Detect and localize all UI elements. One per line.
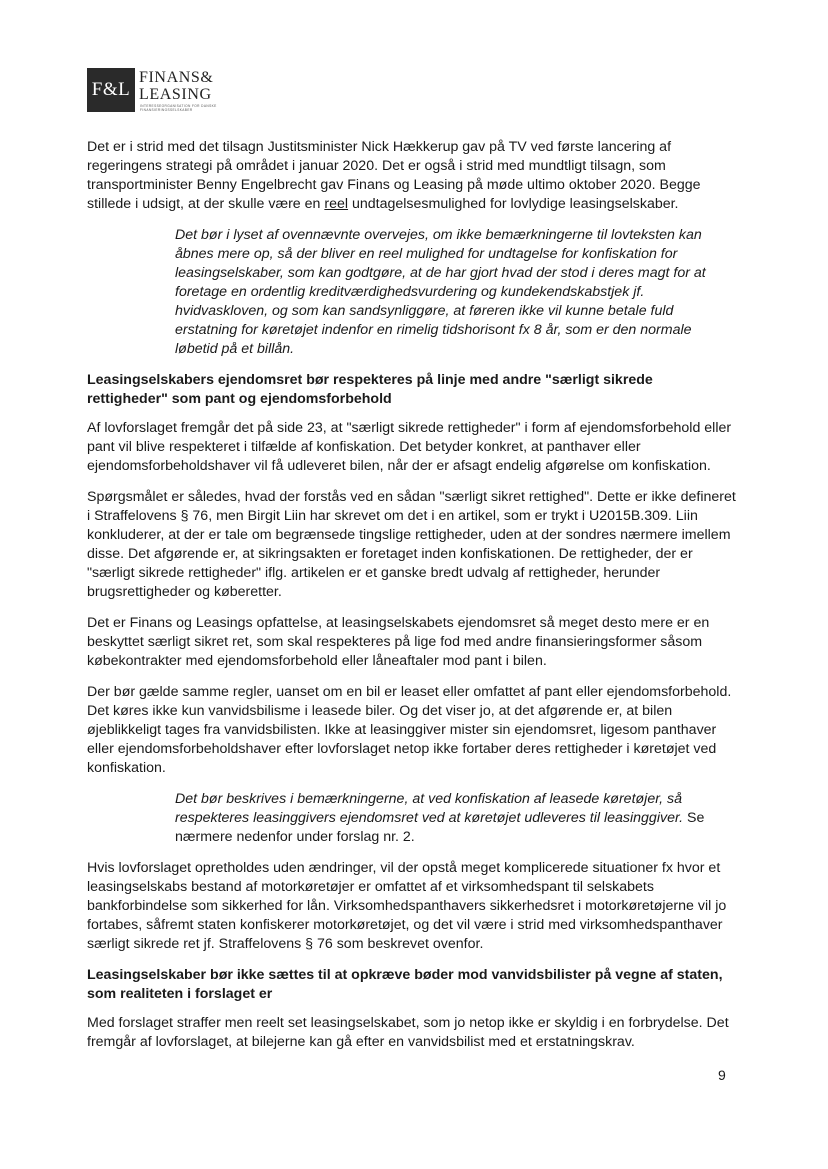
recommendation-quote-1 (175, 226, 737, 359)
logo-wordmark (139, 69, 213, 103)
section-heading-1: Leasingselskabers ejendomsret bør respekteres på linje med andre "særligt sikrede rettigheder" som pant og ejendomsforbehold (87, 372, 653, 407)
paragraph-1-text-a: Det er i strid med det tilsagn Justitsminister Nick Hækkerup gav på TV ved første lancering af regeringens strategi på området i januar 2020. Det er også i strid med mundtligt tilsagn, som transportminister Benny Engelbrecht gav Finans og Leasing på møde ultimo oktober 2020. Begge stillede i udsigt, at der skulle være en (87, 139, 701, 212)
paragraph-1-underlined-word: reel (324, 196, 349, 212)
logo-mark: F&L (87, 68, 135, 112)
paragraph-4: Det er Finans og Leasings opfattelse, at leasingselskabets ejendomsret så meget desto mere er en beskyttet særligt sikret ret, som skal respekteres på lige fod med andre finansieringsformer såsom købekontrakter med ejendomsforbehold eller låneaftaler mod pant i bilen. (87, 615, 710, 669)
quote-1-text: Det bør i lyset af ovennævnte overvejes, om ikke bemærkningerne til lovteksten kan åbnes mere op, så der bliver en reel mulighed for undtagelse for konfiskation for leasingselskaber, som kan godtgøre, at de har gjort hvad der stod i deres magt for at foretage en ordentlig kreditværdighedsvurdering og kundekendskabstjek jf. hvidvaskloven, og som kan sandsynliggøre, at føreren ikke vil kunne betale fuld erstatning for køretøjet indenfor en rimelig tidshorisont fx 8 år, som er den normale løbetid på et billån. (175, 227, 706, 357)
recommendation-quote-2 (175, 790, 737, 847)
section-heading-2: Leasingselskaber bør ikke sættes til at opkræve bøder mod vanvidsbilister på vegne af staten, som realiteten i forslaget er (87, 967, 723, 1002)
logo-line-2: LEASING (139, 86, 212, 103)
paragraph-7: Med forslaget straffer men reelt set leasingselskabet, som jo netop ikke er skyldig i en forbrydelse. Det fremgår af lovforslaget, at bilejerne kan gå efter en vanvidsbilist med et erstatningskrav. (87, 1015, 729, 1050)
document-body (87, 138, 737, 1064)
paragraph-2: Af lovforslaget fremgår det på side 23, at "særligt sikrede rettigheder" i form af ejendomsforbehold eller pant vil blive respekteret i tilfælde af konfiskation. Det betyder konkret, at panthaver eller ejendomsforbeholdshaver vil få udleveret bilen, når der er afsagt endelig afgørelse om konfiskation. (87, 420, 732, 474)
logo-tagline: INTERESSEORGANISATION FOR DANSKE FINANSIERINGSSELSKABER (140, 104, 217, 112)
logo-line-1: FINANS& (139, 69, 214, 86)
finans-leasing-logo (87, 60, 237, 118)
paragraph-1 (87, 138, 737, 214)
quote-2-reference-text: Se nærmere nedenfor under forslag nr. 2. (175, 810, 705, 845)
page-number: 9 (718, 1067, 726, 1083)
quote-2-italic-text: Det bør beskrives i bemærkningerne, at ved konfiskation af leasede køretøjer, så respekteres leasinggivers ejendomsret ved at køretøjet udleveres til leasinggiver. (175, 791, 684, 826)
paragraph-3: Spørgsmålet er således, hvad der forstås ved en sådan "særligt sikret rettighed". Dette er ikke defineret i Straffelovens § 76, men Birgit Liin har skrevet om det i en artikel, som er trykt i U2015B.309. Liin konkluderer, at der er tale om begrænsede tingslige rettigheder, uden at der sondres nærmere imellem disse. Det afgørende er, at sikringsakten er foretaget inden konfiskationen. De rettigheder, der er "særligt sikrede rettigheder" iflg. artikelen er et ganske bredt udvalg af rettigheder, herunder brugsrettigheder og køberetter. (87, 489, 736, 600)
paragraph-6: Hvis lovforslaget opretholdes uden ændringer, vil der opstå meget komplicerede situationer fx hvor et leasingselskabs bestand af motorkøretøjer er omfattet af et virksomhedspant til selskabets bankforbindelse som sikkerhed for lån. Virksomhedspanthavers sikkerhedsret i motorkøretøjerne vil jo fortabes, såfremt staten konfiskerer motorkøretøjet, og det vil være i strid med virksomhedspanthaver særligt sikrede ret jf. Straffelovens § 76 som beskrevet ovenfor. (87, 860, 727, 952)
paragraph-1-text-b: undtagelsesmulighed for lovlydige leasingselskaber. (348, 196, 679, 212)
paragraph-5: Der bør gælde samme regler, uanset om en bil er leaset eller omfattet af pant eller ejendomsforbehold. Det køres ikke kun vanvidsbilisme i leasede biler. Og det viser jo, at det afgørende er, at bilen øjeblikkeligt tages fra vanvidsbilisten. Ikke at leasinggiver mister sin ejendomsret, ligesom panthaver eller ejendomsforbeholdshaver efter lovforslaget netop ikke fortaber deres rettigheder i køretøjet ved konfiskation. (87, 684, 732, 776)
